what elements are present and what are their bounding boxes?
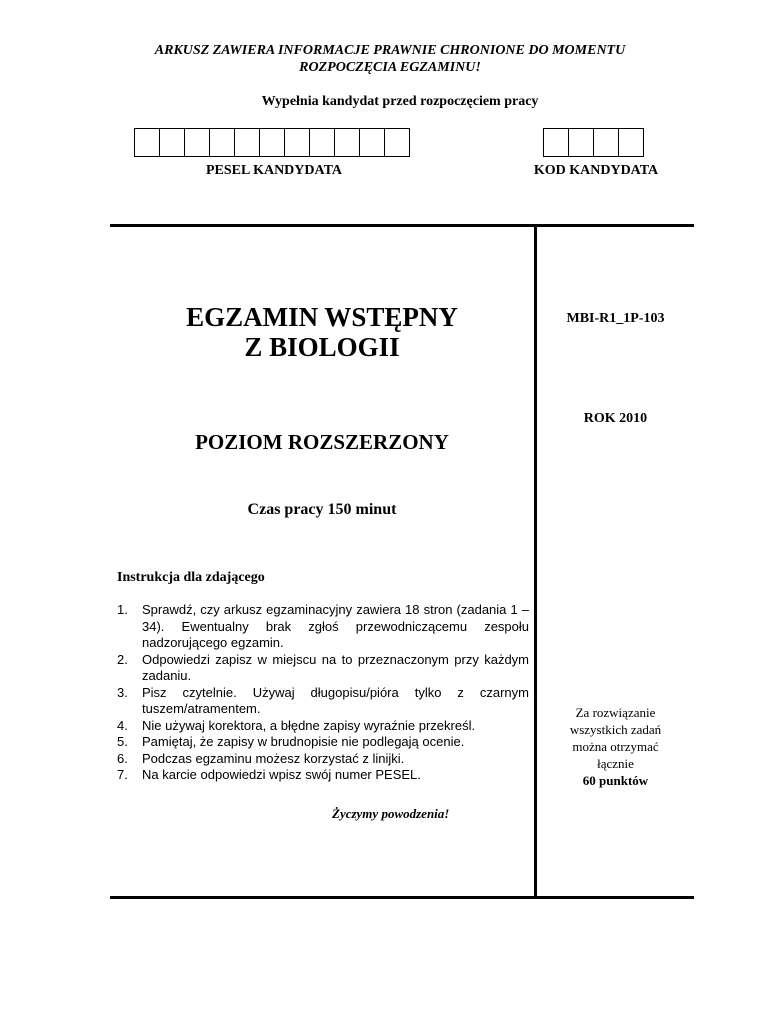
- item-number: 4.: [117, 717, 128, 733]
- exam-code: MBI-R1_1P-103: [566, 311, 665, 326]
- warning-line-2: ROZPOCZĘCIA EGZAMINU!: [299, 60, 481, 75]
- kod-digit-box[interactable]: [619, 129, 644, 156]
- kod-label: KOD KANDYDATA: [533, 163, 659, 178]
- item-number: 7.: [117, 767, 128, 782]
- points-line-3: można otrzymać: [572, 739, 659, 754]
- list-item: [117, 718, 529, 735]
- item-text: Pamiętaj, że zapisy w brudnopisie nie podlegają ocenie.: [142, 734, 465, 749]
- item-text: Odpowiedzi zapisz w miejscu na to przeznaczonym przy każdym zadaniu.: [142, 651, 529, 683]
- item-number: 2.: [117, 651, 128, 667]
- warning-line-1: ARKUSZ ZAWIERA INFORMACJE PRAWNIE CHRONIONE DO MOMENTU: [154, 43, 626, 58]
- kod-digit-box[interactable]: [569, 129, 594, 156]
- pesel-label: PESEL KANDYDATA: [205, 163, 342, 178]
- pesel-digit-box[interactable]: [310, 129, 335, 156]
- bottom-divider: [110, 896, 694, 899]
- instructions-list: [117, 602, 529, 784]
- pesel-digit-box[interactable]: [335, 129, 360, 156]
- points-info: [537, 704, 694, 789]
- list-item: [117, 734, 529, 751]
- pesel-digit-box[interactable]: [260, 129, 285, 156]
- exam-year: ROK 2010: [583, 411, 648, 426]
- fill-note: Wypełnia kandydat przed rozpoczęciem pracy: [261, 94, 539, 109]
- exam-time: Czas pracy 150 minut: [247, 501, 397, 518]
- exam-title-line-2: Z BIOLOGII: [244, 332, 400, 362]
- pesel-digit-box[interactable]: [285, 129, 310, 156]
- kod-digit-box[interactable]: [544, 129, 569, 156]
- list-item: [117, 602, 529, 652]
- item-text: Pisz czytelnie. Używaj długopisu/pióra tylko z czarnym tuszem/atramentem.: [142, 684, 529, 716]
- pesel-digit-box[interactable]: [185, 129, 210, 156]
- item-text: Podczas egzaminu możesz korzystać z linijki.: [142, 750, 405, 766]
- pesel-digit-box[interactable]: [160, 129, 185, 156]
- pesel-digit-box[interactable]: [385, 129, 410, 156]
- pesel-boxes[interactable]: [134, 128, 410, 157]
- points-line-2: wszystkich zadań: [569, 722, 662, 737]
- points-line-4: łącznie: [597, 756, 634, 771]
- top-divider: [110, 224, 694, 227]
- list-item: [117, 685, 529, 718]
- list-item: [117, 652, 529, 685]
- list-item: [117, 767, 529, 784]
- pesel-digit-box[interactable]: [135, 129, 160, 156]
- kod-boxes[interactable]: [543, 128, 644, 157]
- instructions-heading: Instrukcja dla zdającego: [117, 570, 265, 585]
- item-text: Sprawdź, czy arkusz egzaminacyjny zawiera 18 stron (zadania 1 – 34). Ewentualny brak zgłoś przewodniczącemu zespołu nadzorującego egzamin.: [142, 602, 529, 650]
- points-line-1: Za rozwiązanie: [575, 705, 656, 720]
- item-number: 3.: [117, 684, 128, 700]
- pesel-digit-box[interactable]: [235, 129, 260, 156]
- item-text: Nie używaj korektora, a błędne zapisy wyraźnie przekreśl.: [142, 717, 476, 733]
- item-number: 5.: [117, 734, 128, 749]
- item-number: 6.: [117, 750, 128, 766]
- exam-title: [110, 302, 534, 362]
- good-luck-wish: Życzymy powodzenia!: [332, 806, 450, 821]
- item-text: Na karcie odpowiedzi wpisz swój numer PESEL.: [142, 767, 421, 782]
- exam-level: POZIOM ROZSZERZONY: [195, 430, 449, 454]
- exam-title-line-1: EGZAMIN WSTĘPNY: [186, 302, 458, 332]
- points-total: 60 punktów: [582, 773, 649, 788]
- kod-digit-box[interactable]: [594, 129, 619, 156]
- item-number: 1.: [117, 602, 128, 617]
- pesel-digit-box[interactable]: [210, 129, 235, 156]
- pesel-digit-box[interactable]: [360, 129, 385, 156]
- confidential-warning: [100, 42, 680, 76]
- list-item: [117, 751, 529, 768]
